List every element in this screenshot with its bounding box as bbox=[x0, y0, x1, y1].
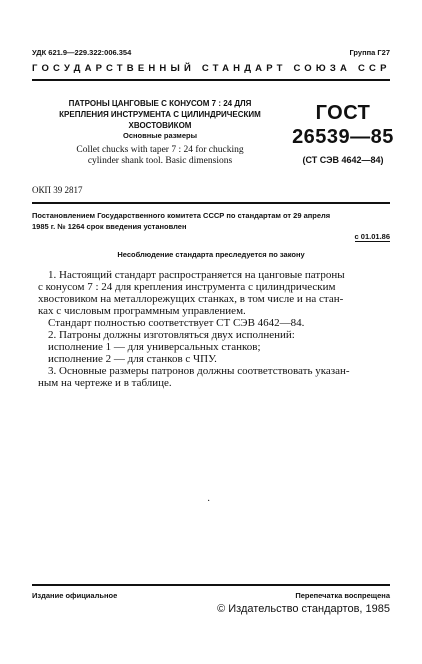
reprint-prohibited-label: Перепечатка воспрещена bbox=[295, 591, 390, 600]
paragraph-line: 2. Патроны должны изготовляться двух исполнений: bbox=[48, 329, 295, 341]
body-text bbox=[38, 269, 390, 389]
decree-line-2: 1985 г. № 1264 срок введения установлен bbox=[32, 222, 187, 231]
gost-number: 26539—85 bbox=[292, 126, 394, 148]
banner-rule bbox=[32, 79, 390, 81]
english-title-line-1: Collet chucks with taper 7 : 24 for chucking bbox=[76, 145, 244, 155]
subtitle: Основные размеры bbox=[122, 131, 197, 140]
decree-line-1: Постановлением Государственного комитета СССР по стандартам от 29 апреля bbox=[32, 211, 331, 220]
paragraph-line: с конусом 7 : 24 для крепления инструмента с цилиндрическим bbox=[38, 281, 336, 293]
publisher-copyright: © Издательство стандартов, 1985 bbox=[217, 603, 390, 615]
page-dot-mark: · bbox=[207, 496, 211, 507]
english-title bbox=[40, 145, 280, 167]
paragraph-line: Стандарт полностью соответствует СТ СЭВ 4642—84. bbox=[48, 317, 305, 329]
title-line-1: ПАТРОНЫ ЦАНГОВЫЕ С КОНУСОМ 7 : 24 ДЛЯ bbox=[68, 99, 252, 108]
paragraph-line: хвостовиком на металлорежущих станках, в том числе и на стан- bbox=[38, 293, 344, 305]
okp-rule bbox=[32, 202, 390, 204]
effective-date: с 01.01.86 bbox=[354, 232, 390, 241]
group-code: Группа Г27 bbox=[349, 48, 390, 57]
document-title bbox=[40, 98, 280, 131]
paragraph-line: 3. Основные размеры патронов должны соответствовать указан- bbox=[48, 365, 350, 377]
okp-code: ОКП 39 2817 bbox=[32, 185, 83, 195]
official-edition-label: Издание официальное bbox=[32, 591, 118, 600]
footer-rule bbox=[32, 584, 390, 586]
law-warning: Несоблюдение стандарта преследуется по закону bbox=[117, 250, 305, 259]
gost-label: ГОСТ bbox=[315, 102, 371, 124]
english-title-line-2: cylinder shank tool. Basic dimensions bbox=[87, 156, 233, 166]
paragraph-line: исполнение 2 — для станков с ЧПУ. bbox=[48, 353, 217, 365]
title-line-2: КРЕПЛЕНИЯ ИНСТРУМЕНТА С ЦИЛИНДРИЧЕСКИМ bbox=[59, 110, 261, 119]
paragraph-line: исполнение 1 — для универсальных станков; bbox=[48, 341, 261, 353]
state-standard-banner: ГОСУДАРСТВЕННЫЙ СТАНДАРТ СОЮЗА ССР bbox=[32, 63, 391, 74]
paragraph-line: ках с числовым программным управлением. bbox=[38, 305, 246, 317]
udk-code: УДК 621.9—229.322:006.354 bbox=[32, 48, 132, 57]
paragraph-line: 1. Настоящий стандарт распространяется на цанговые патроны bbox=[48, 269, 345, 281]
st-sev-reference: (СТ СЭВ 4642—84) bbox=[302, 155, 384, 165]
title-line-3: ХВОСТОВИКОМ bbox=[128, 121, 192, 130]
paragraph-line: ным на чертеже и в таблице. bbox=[38, 377, 172, 389]
decree-text bbox=[32, 210, 390, 232]
